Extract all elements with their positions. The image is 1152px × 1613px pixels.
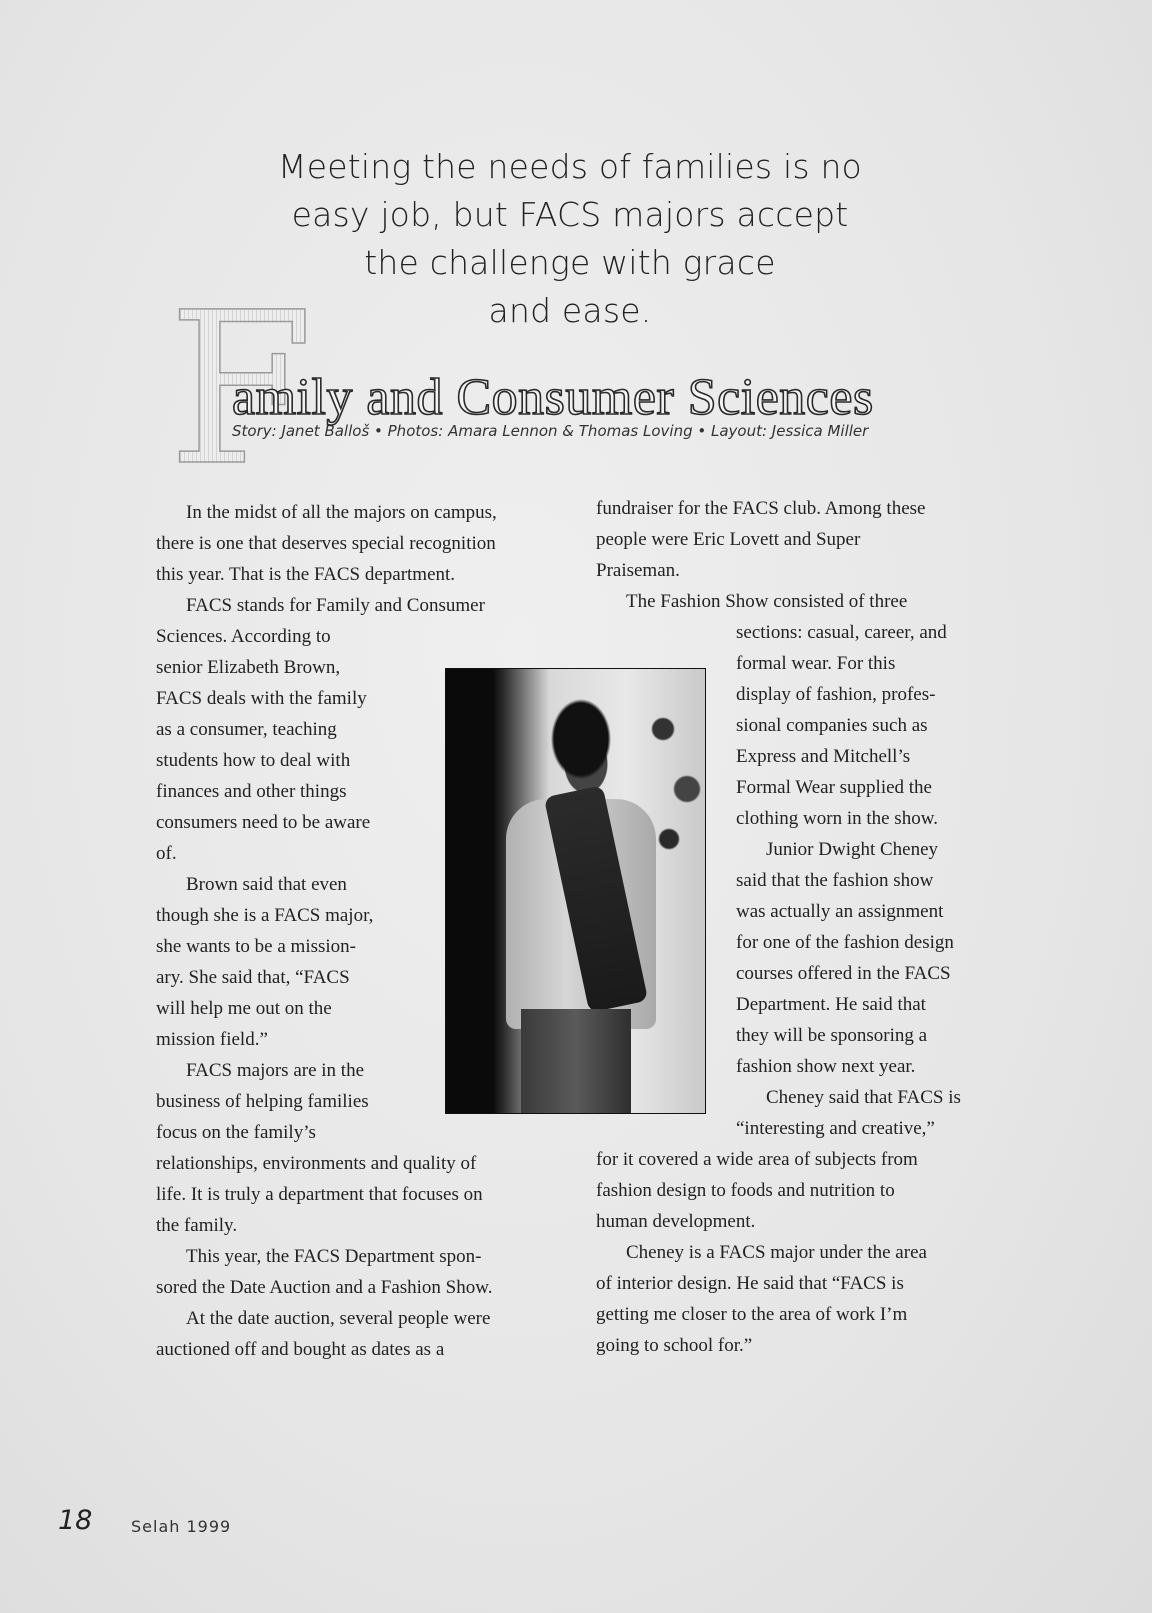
text-line: the family. [156, 1215, 238, 1236]
text-line: though she is a FACS major, [156, 905, 374, 926]
text-line: The Fashion Show consisted of three [626, 591, 908, 612]
text-line: courses offered in the FACS [736, 963, 951, 984]
text-line: of interior design. He said that “FACS is [596, 1273, 904, 1294]
article-title: amily and Consumer Sciences [232, 369, 874, 426]
text-line: sections: casual, career, and [736, 622, 947, 643]
text-line: ary. She said that, “FACS [156, 967, 350, 988]
text-line: she wants to be a mission- [156, 936, 357, 957]
text-line: focus on the family’s [156, 1122, 316, 1143]
subtitle-line: easy job, but FACS majors accept [291, 195, 849, 234]
text-line: Formal Wear supplied the [736, 777, 932, 798]
text-line: display of fashion, profes- [736, 684, 936, 705]
text-line: human development. [596, 1211, 756, 1232]
subtitle-line: Meeting the needs of families is no [278, 147, 862, 186]
text-line: students how to deal with [156, 750, 351, 771]
text-line: fashion show next year. [736, 1056, 916, 1077]
right-text-column [596, 493, 1016, 1361]
text-line: Sciences. According to [156, 626, 331, 647]
text-line: as a consumer, teaching [156, 719, 337, 740]
text-line: sored the Date Auction and a Fashion Show. [156, 1277, 493, 1298]
text-line: this year. That is the FACS department. [156, 564, 456, 585]
text-line: “interesting and creative,” [736, 1118, 935, 1139]
text-line: This year, the FACS Department spon- [186, 1246, 482, 1267]
text-line: At the date auction, several people were [186, 1308, 491, 1329]
text-line: going to school for.” [596, 1335, 753, 1356]
text-line: business of helping families [156, 1091, 369, 1112]
subtitle-line: and ease. [488, 291, 652, 330]
text-line: consumers need to be aware [156, 812, 371, 833]
page-number: 18 [58, 1505, 93, 1536]
text-line: of. [156, 843, 177, 864]
text-line: fundraiser for the FACS club. Among these [596, 498, 926, 519]
drop-cap-letter: F [168, 267, 314, 512]
text-line: for it covered a wide area of subjects from [596, 1149, 918, 1170]
text-line: Cheney said that FACS is [766, 1087, 961, 1108]
text-line: for one of the fashion design [736, 932, 954, 953]
text-line: there is one that deserves special recognition [156, 533, 496, 554]
text-line: Department. He said that [736, 994, 926, 1015]
text-line: auctioned off and bought as dates as a [156, 1339, 445, 1360]
text-line: Brown said that even [186, 874, 347, 895]
text-line: will help me out on the [156, 998, 332, 1019]
text-line: clothing worn in the show. [736, 808, 938, 829]
text-line: was actually an assignment [736, 901, 944, 922]
text-line: said that the fashion show [736, 870, 934, 891]
text-line: people were Eric Lovett and Super [596, 529, 861, 550]
text-line: life. It is truly a department that focuses on [156, 1184, 483, 1205]
text-line: Express and Mitchell’s [736, 746, 911, 767]
text-line: FACS deals with the family [156, 688, 367, 709]
text-line: Junior Dwight Cheney [766, 839, 939, 860]
text-line: they will be sponsoring a [736, 1025, 928, 1046]
text-line: sional companies such as [736, 715, 928, 736]
text-line: getting me closer to the area of work I’m [596, 1304, 908, 1325]
text-line: relationships, environments and quality of [156, 1153, 477, 1174]
text-line: senior Elizabeth Brown, [156, 657, 341, 678]
text-line: mission field.” [156, 1029, 268, 1050]
text-line: In the midst of all the majors on campus, [186, 502, 497, 523]
article-credits: Story: Janet Balloš • Photos: Amara Lennon & Thomas Loving • Layout: Jessica Miller [232, 422, 869, 440]
text-line: formal wear. For this [736, 653, 896, 674]
text-line: Cheney is a FACS major under the area [626, 1242, 927, 1263]
text-line: FACS majors are in the [186, 1060, 365, 1081]
text-line: FACS stands for Family and Consumer [186, 595, 485, 616]
subtitle [270, 143, 870, 335]
text-line: Praiseman. [596, 560, 680, 581]
text-line: fashion design to foods and nutrition to [596, 1180, 895, 1201]
subtitle-line: the challenge with grace [364, 243, 776, 282]
publication-name: Selah 1999 [131, 1517, 232, 1536]
text-line: finances and other things [156, 781, 347, 802]
